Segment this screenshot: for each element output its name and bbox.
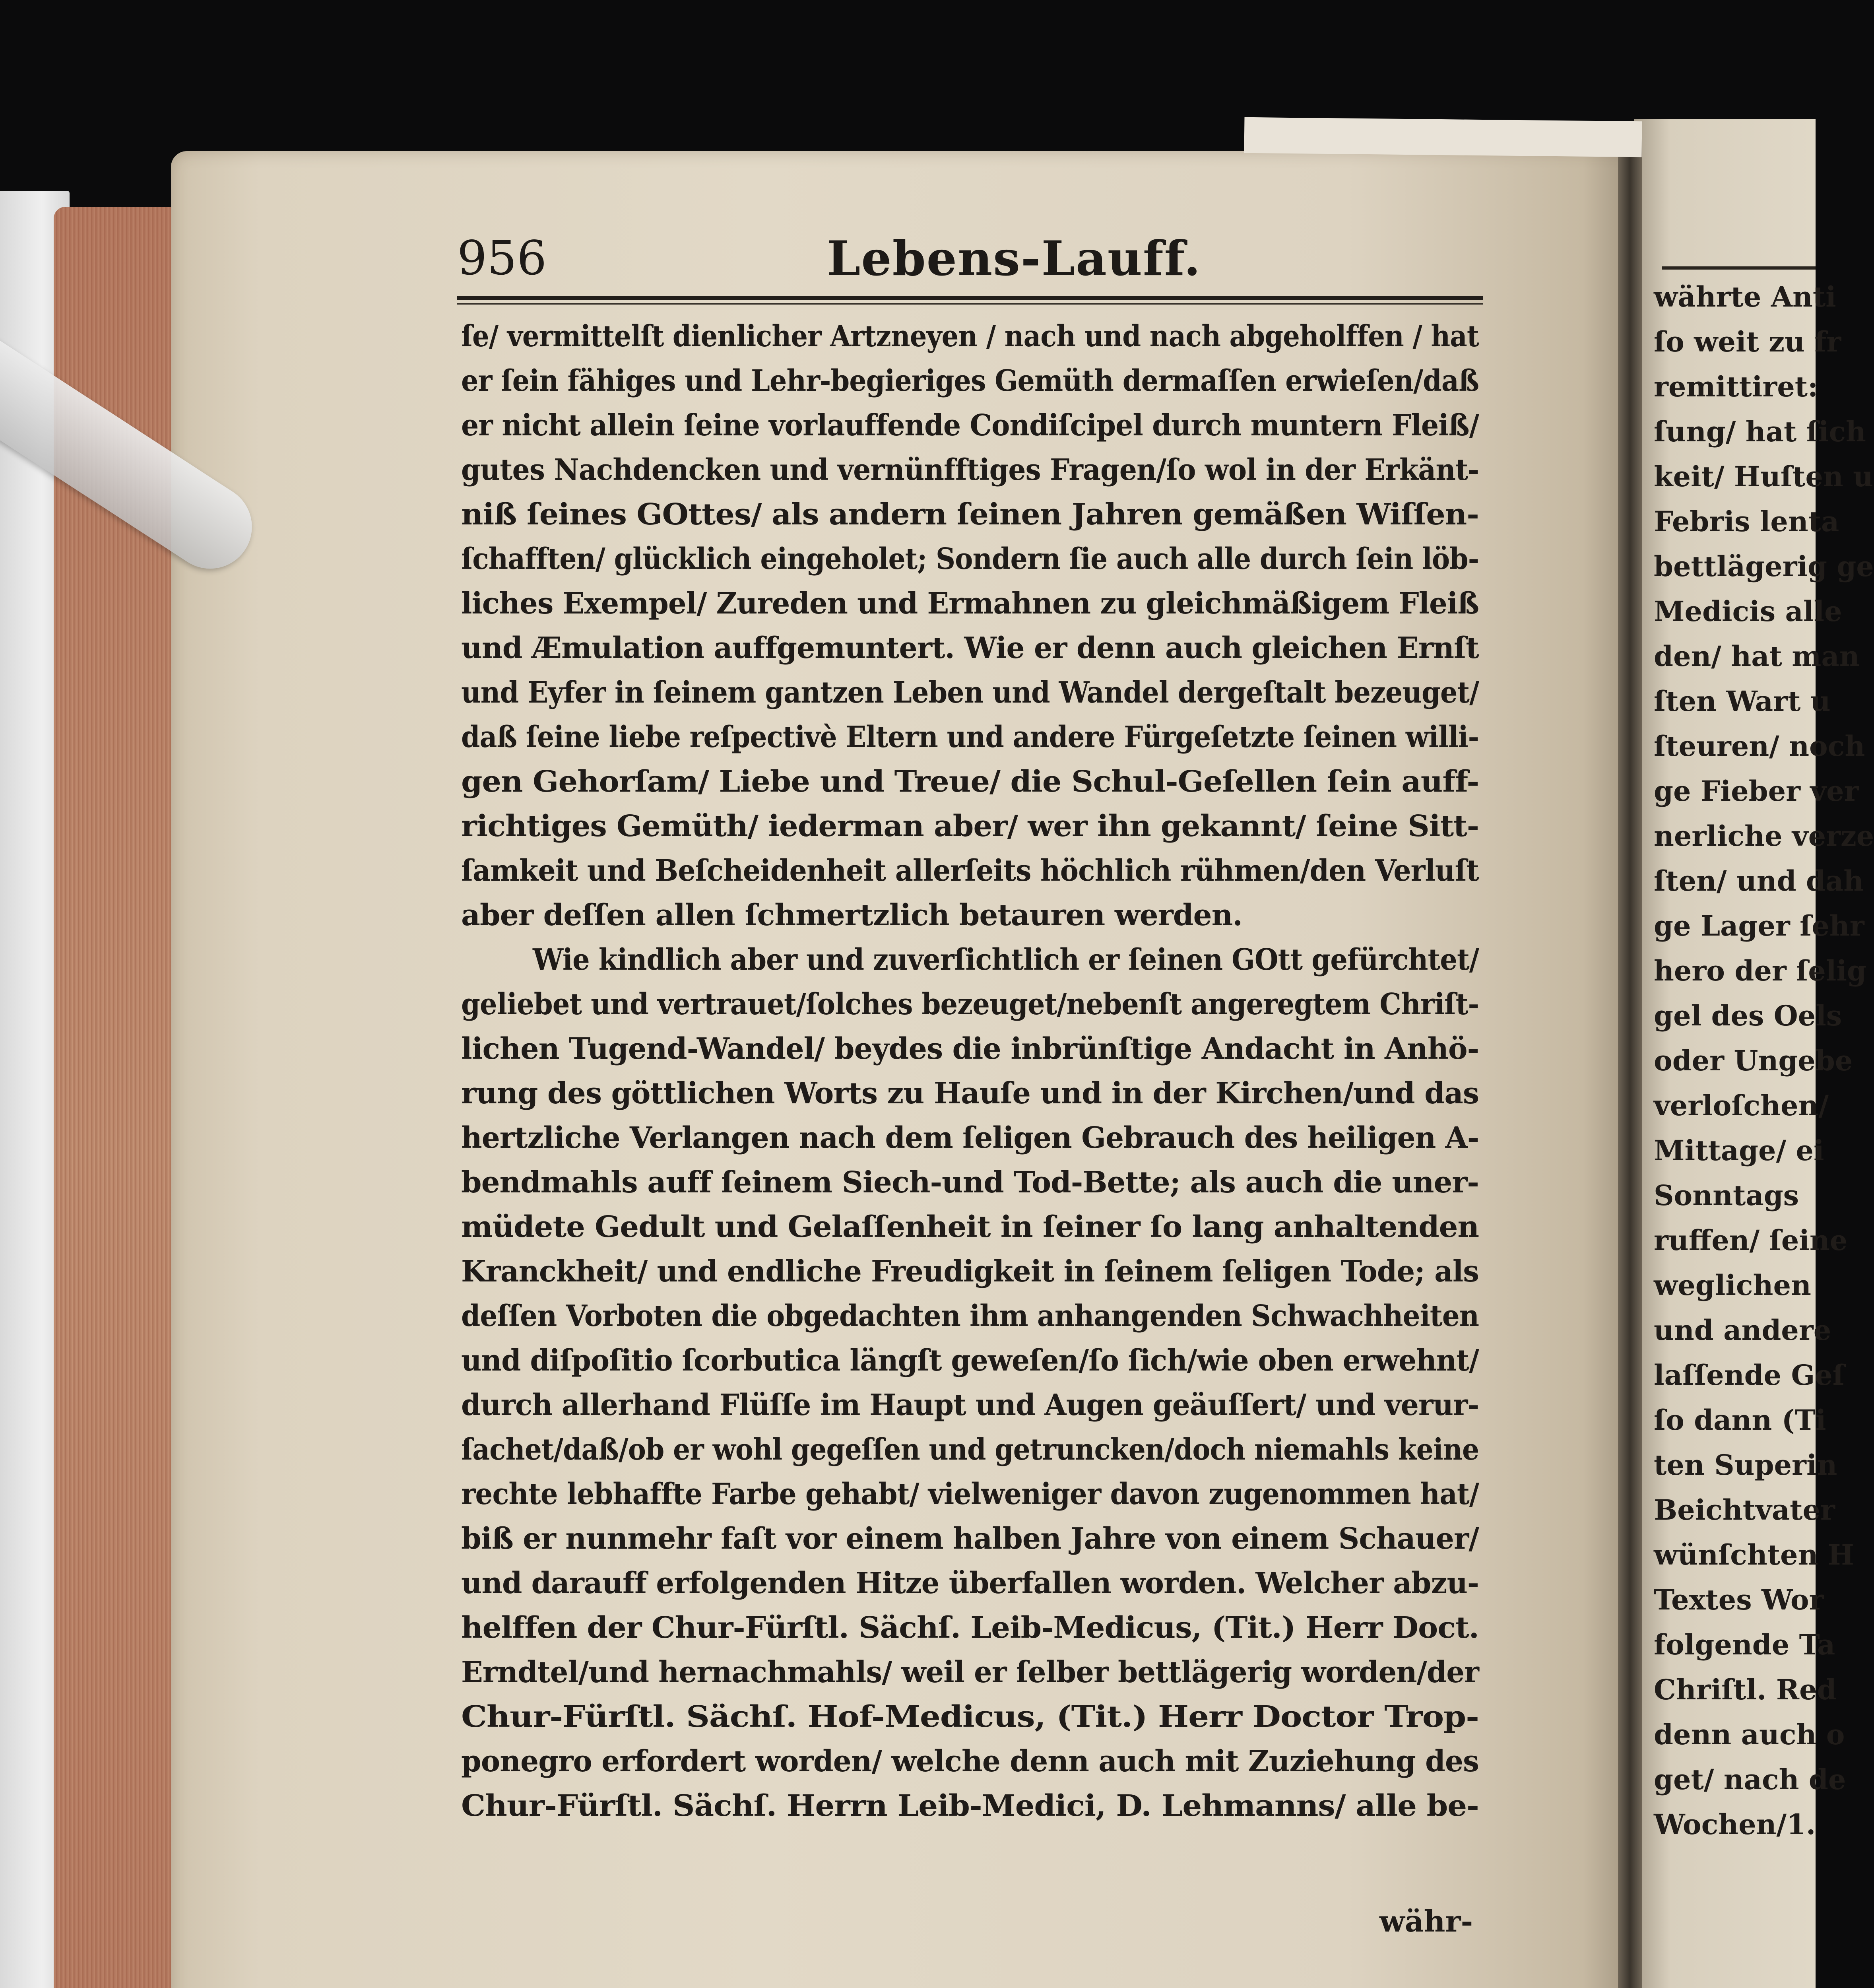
text-line: biß er nunmehr faſt vor einem halben Jahre von einem Schauer/ — [461, 1522, 1479, 1556]
text-line: Chur-Fürſtl. Sächſ. Hof-Medicus, (Tit.) Herr Doctor Trop- — [461, 1700, 1479, 1734]
text-line: ſamkeit und Beſcheidenheit allerſeits höchlich rühmen/den Verluſt — [461, 854, 1479, 888]
text-line: und Æmulation auffgemuntert. Wie er denn auch gleichen Ernſt — [461, 631, 1479, 665]
text-line: und Eyfer in ſeinem gantzen Leben und Wandel dergeſtalt bezeuget/ — [461, 676, 1479, 710]
right-text-line: ſo weit zu fr — [1654, 325, 1841, 358]
running-head — [457, 231, 1531, 294]
text-line: geliebet und vertrauet/ſolches bezeuget/nebenſt angeregtem Chriſt- — [461, 987, 1479, 1021]
text-line: bendmahls auff ſeinem Siech-und Tod-Bette; als auch die uner- — [461, 1165, 1479, 1200]
right-text-line: ſo dann (Ti — [1654, 1404, 1826, 1437]
right-text-line: ten Superin — [1654, 1448, 1837, 1481]
left-page-body — [461, 314, 1495, 1828]
head-rule-thin — [457, 303, 1483, 305]
page-number: 956 — [457, 231, 547, 285]
right-text-line: remittiret: — [1654, 370, 1818, 403]
right-text-line: Febris lenta — [1654, 505, 1839, 538]
right-text-line: Medicis alle — [1654, 595, 1842, 628]
text-line: liches Exempel/ Zureden und Ermahnen zu gleichmäßigem Fleiß — [461, 586, 1479, 621]
right-text-line: Chriſtl. Red — [1654, 1673, 1837, 1706]
text-line: Chur-Fürſtl. Sächſ. Herrn Leib-Medici, D. Lehmanns/ alle be- — [461, 1789, 1479, 1823]
right-text-line: Textes Wor — [1654, 1583, 1824, 1616]
text-line: hertzliche Verlangen nach dem ſeligen Gebrauch des heiligen A- — [461, 1121, 1479, 1155]
text-line: ſachet/daß/ob er wohl gegeſſen und getruncken/doch niemahls keine — [461, 1433, 1479, 1467]
text-line: daß ſeine liebe reſpectivè Eltern und andere Fürgeſetzte ſeinen willi- — [461, 720, 1479, 754]
right-text-line: laſſende Geſ — [1654, 1359, 1845, 1392]
right-text-line: ſten/ und dah — [1654, 864, 1864, 897]
text-line: ſchafften/ glücklich eingeholet; Sondern ſie auch alle durch ſein löb- — [461, 542, 1479, 576]
text-line: niß ſeines GOttes/ als andern ſeinen Jahren gemäßen Wiſſen- — [461, 497, 1479, 532]
text-line: ſe/ vermittelſt dienlicher Artzneyen / nach und nach abgeholffen / hat — [461, 319, 1479, 353]
paper-slip — [1244, 117, 1642, 157]
right-text-line: ſten Wart u — [1654, 685, 1831, 718]
text-line: lichen Tugend-Wandel/ beydes die inbrünſtige Andacht in Anhö- — [461, 1032, 1479, 1066]
right-text-line: Sonntags — [1654, 1179, 1799, 1212]
right-text-line: oder Ungebe — [1654, 1044, 1853, 1077]
text-line: Erndtel/und hernachmahls/ weil er ſelber bettlägerig worden/der — [461, 1655, 1479, 1689]
right-text-line: keit/ Huſten u — [1654, 460, 1874, 493]
text-line: durch allerhand Flüſſe im Haupt und Augen geäuſſert/ und verur- — [461, 1388, 1479, 1422]
text-line: rechte lebhaffte Farbe gehabt/ vielweniger davon zugenommen hat/ — [461, 1477, 1479, 1511]
text-line: rung des göttlichen Worts zu Hauſe und in der Kirchen/und das — [461, 1076, 1479, 1110]
right-text-line: ge Lager ſehr — [1654, 909, 1864, 942]
book-gutter — [1618, 127, 1642, 1988]
right-page-rule — [1662, 266, 1816, 270]
catchword: währ- — [1379, 1905, 1473, 1939]
right-text-line: bettlägerig ge — [1654, 550, 1874, 583]
right-text-line: ſteuren/ noch — [1654, 730, 1865, 763]
right-text-line: Mittage/ ei — [1654, 1134, 1824, 1167]
right-text-line: get/ nach de — [1654, 1763, 1846, 1796]
right-text-line: denn auch o — [1654, 1718, 1845, 1751]
right-text-line: folgende Ta — [1654, 1628, 1835, 1661]
right-text-line: Wochen/1. — [1654, 1808, 1816, 1841]
text-line: müdete Gedult und Gelaſſenheit in ſeiner ſo lang anhaltenden — [461, 1210, 1479, 1244]
text-line: aber deſſen allen ſchmertzlich betauren werden. — [461, 898, 1243, 932]
right-text-line: ſung/ hat ſich — [1654, 415, 1866, 448]
text-line: Wie kindlich aber und zuverſichtlich er ſeinen GOtt gefürchtet/ — [533, 943, 1479, 977]
right-text-line: gel des Oels — [1654, 999, 1842, 1032]
text-line: richtiges Gemüth/ iederman aber/ wer ihn gekannt/ ſeine Sitt- — [461, 809, 1479, 843]
text-line: er nicht allein ſeine vorlauffende Condiſcipel durch muntern Fleiß/ — [461, 408, 1479, 443]
text-line: er ſein fähiges und Lehr-begieriges Gemüth dermaſſen erwieſen/daß — [461, 364, 1479, 398]
right-text-line: ge Fieber ver — [1654, 775, 1859, 808]
right-text-line: währte Anti — [1654, 280, 1836, 313]
text-line: gen Gehorſam/ Liebe und Treue/ die Schul-Geſellen ſein auff- — [461, 765, 1479, 799]
right-text-line: und andere — [1654, 1314, 1831, 1347]
text-line: helffen der Chur-Fürſtl. Sächſ. Leib-Medicus, (Tit.) Herr Doct. — [461, 1611, 1479, 1645]
right-text-line: weglichen — [1654, 1269, 1811, 1302]
right-text-line: nerliche verze — [1654, 819, 1874, 852]
right-text-line: verloſchen/ — [1654, 1089, 1829, 1122]
text-line: ponegro erfordert worden/ welche denn auch mit Zuziehung des — [461, 1744, 1479, 1778]
head-rule — [457, 296, 1483, 300]
running-head-title: Lebens-Lauff. — [827, 231, 1201, 287]
text-line: und darauff erfolgenden Hitze überfallen worden. Welcher abzu- — [461, 1566, 1479, 1600]
right-text-line: hero der ſelig — [1654, 954, 1866, 987]
text-line: und diſpoſitio ſcorbutica längſt geweſen/ſo ſich/wie oben erwehnt/ — [461, 1343, 1479, 1378]
right-text-line: ruffen/ ſeine — [1654, 1224, 1848, 1257]
right-text-line: den/ hat man — [1654, 640, 1860, 673]
right-page-body — [1654, 274, 1874, 1847]
text-line: gutes Nachdencken und vernünfftiges Fragen/ſo wol in der Erkänt- — [461, 453, 1479, 487]
right-text-line: Beichtvater — [1654, 1493, 1835, 1526]
text-line: Kranckheit/ und endliche Freudigkeit in ſeinem ſeligen Tode; als — [461, 1254, 1479, 1289]
text-line: deſſen Vorboten die obgedachten ihm anhangenden Schwachheiten — [461, 1299, 1479, 1333]
right-text-line: wünſchten H — [1654, 1538, 1854, 1571]
